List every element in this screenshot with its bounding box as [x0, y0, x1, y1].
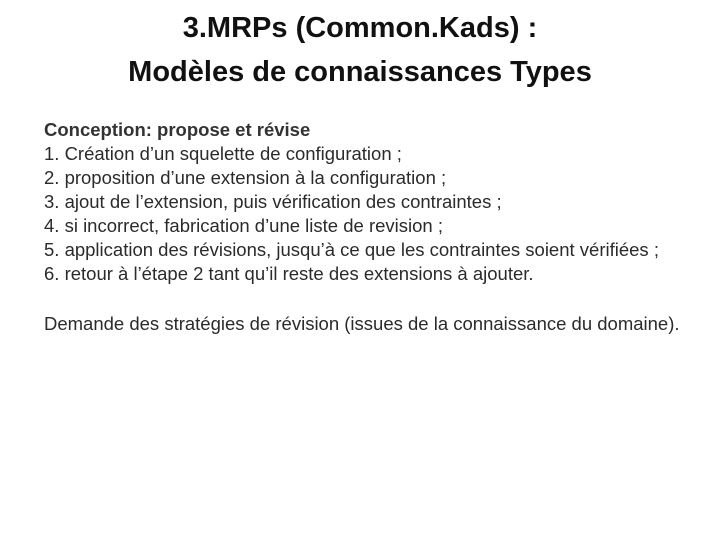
closing-paragraph: Demande des stratégies de révision (issues de la connaissance du domaine).: [44, 313, 680, 334]
slide-title-line-2: Modèles de connaissances Types: [128, 56, 592, 88]
step-5: 5. application des révisions, jusqu’à ce que les contraintes soient vérifiées ;: [44, 239, 659, 260]
step-6: 6. retour à l’étape 2 tant qu’il reste des extensions à ajouter.: [44, 263, 534, 284]
slide-title-line-1: 3.MRPs (Common.Kads) :: [182, 12, 538, 44]
step-4: 4. si incorrect, fabrication d’une liste de revision ;: [44, 215, 443, 236]
slide-title: [0, 6, 720, 94]
paragraph-spacer: [44, 286, 684, 312]
section-heading: Conception: propose et révise: [44, 119, 311, 140]
step-1: 1. Création d’un squelette de configuration ;: [44, 143, 402, 164]
step-2: 2. proposition d’une extension à la configuration ;: [44, 167, 447, 188]
step-3: 3. ajout de l’extension, puis vérification des contraintes ;: [44, 191, 502, 212]
slide-body: [44, 118, 684, 336]
